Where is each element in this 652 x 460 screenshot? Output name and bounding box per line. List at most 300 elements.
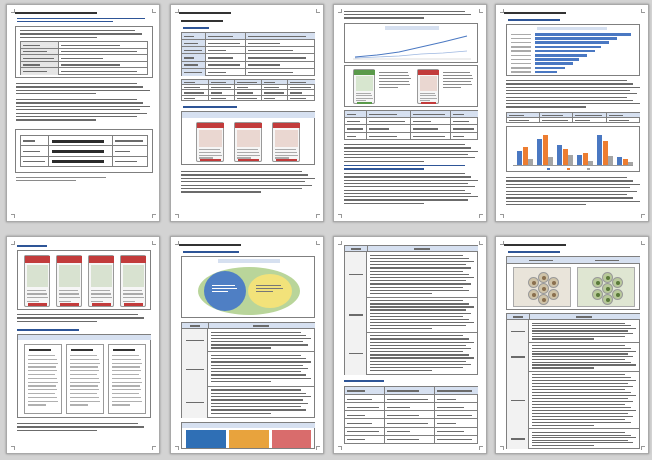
text-line <box>70 389 99 390</box>
text-line <box>184 92 204 93</box>
table-row <box>345 333 478 375</box>
sample-image <box>577 267 635 307</box>
text-line <box>344 165 465 166</box>
phone-screenshot <box>196 122 224 162</box>
sample-dish <box>602 294 613 305</box>
table-cell <box>435 387 478 395</box>
text-line <box>347 128 363 129</box>
text-line <box>511 331 525 332</box>
text-line <box>23 140 35 141</box>
text-line <box>347 399 372 400</box>
text-line <box>28 363 58 364</box>
text-line <box>506 83 633 84</box>
text-line <box>506 90 630 91</box>
document-image <box>24 344 62 414</box>
text-line <box>532 407 631 408</box>
text-line <box>20 30 135 31</box>
text-line <box>349 314 363 315</box>
table-cell <box>113 136 148 146</box>
crop-mark <box>479 446 483 450</box>
text-line <box>532 432 625 433</box>
table-cell <box>451 118 478 125</box>
bar-label <box>511 63 531 64</box>
text-line <box>181 20 223 22</box>
bar <box>535 54 587 57</box>
document-page[interactable] <box>495 236 649 454</box>
text-line <box>181 171 302 172</box>
phone-screenshot <box>234 122 262 162</box>
text-line <box>20 33 142 34</box>
table-cell <box>235 96 262 101</box>
text-line <box>290 92 301 93</box>
illustration <box>186 430 226 448</box>
bar-label <box>511 50 531 51</box>
text-line <box>28 366 56 367</box>
table-row <box>345 252 478 298</box>
crop-mark <box>316 241 320 245</box>
table-row <box>345 298 478 333</box>
text-line <box>17 426 144 427</box>
text-line <box>181 178 315 179</box>
text-line <box>506 93 637 94</box>
text-line <box>248 57 306 58</box>
table-row <box>507 320 640 343</box>
text-line <box>211 98 227 99</box>
text-line <box>575 120 590 121</box>
table-cell <box>367 133 411 140</box>
text-line <box>437 407 464 408</box>
table-cell <box>113 146 148 156</box>
text-line <box>532 377 631 378</box>
text-line <box>506 180 633 181</box>
text-line <box>59 297 80 298</box>
table-cell <box>385 428 435 436</box>
table-cell <box>367 125 411 132</box>
text-line <box>208 50 226 51</box>
table-cell <box>209 96 236 101</box>
text-line <box>511 356 525 357</box>
text-line <box>370 364 471 365</box>
table-row <box>182 329 315 352</box>
text-line <box>506 100 633 101</box>
text-line <box>184 57 194 58</box>
sample-dot <box>606 287 610 291</box>
table-cell <box>246 47 315 54</box>
bar <box>543 135 548 165</box>
crop-mark <box>175 214 179 218</box>
text-line <box>70 359 99 360</box>
text-line <box>112 404 130 405</box>
bar-label <box>511 59 531 60</box>
text-line <box>112 366 140 367</box>
table-cell <box>540 118 573 123</box>
screen-header <box>273 123 300 128</box>
screen-button <box>60 303 79 306</box>
table-cell <box>21 157 49 167</box>
text-line <box>532 437 636 438</box>
table-cell <box>21 49 59 56</box>
diagram-box <box>181 256 315 318</box>
text-line <box>184 64 198 65</box>
text-line <box>16 93 96 94</box>
text-line <box>370 319 469 320</box>
bar <box>535 67 565 70</box>
text-line <box>344 193 471 194</box>
text-line <box>28 389 57 390</box>
text-line <box>70 374 97 375</box>
text-line <box>199 149 220 150</box>
text-line <box>387 407 410 408</box>
text-line <box>184 82 195 83</box>
text-line <box>184 36 194 37</box>
text-line <box>212 291 228 292</box>
text-line <box>370 370 432 371</box>
text-line <box>70 355 97 356</box>
text-line <box>181 181 305 182</box>
text-line <box>370 325 466 326</box>
text-line <box>16 180 76 181</box>
text-line <box>437 423 456 424</box>
text-line <box>16 177 106 178</box>
text-line <box>453 114 464 115</box>
text-line <box>347 423 372 424</box>
text-line <box>17 317 144 318</box>
text-line <box>532 364 636 365</box>
text-line <box>443 84 472 85</box>
screen-header <box>25 256 50 263</box>
document-page[interactable] <box>495 4 649 222</box>
table-cell <box>59 55 148 62</box>
text-line <box>379 72 408 73</box>
text-line <box>17 18 145 19</box>
text-line <box>370 348 471 349</box>
text-line <box>506 103 640 104</box>
text-line <box>532 395 636 396</box>
table-cell <box>182 33 206 40</box>
text-line <box>16 113 147 114</box>
redacted-bar <box>52 150 104 153</box>
text-line <box>344 186 475 187</box>
text-line <box>532 413 628 414</box>
text-line <box>59 293 79 294</box>
text-line <box>347 121 360 122</box>
table-cell <box>206 47 246 54</box>
text-line <box>70 363 100 364</box>
text-line <box>506 201 640 202</box>
redacted-bar <box>52 160 104 163</box>
text-line <box>123 297 144 298</box>
table-cell <box>435 428 478 436</box>
text-line <box>575 115 601 116</box>
text-line <box>91 297 112 298</box>
graph-line <box>355 36 467 57</box>
text-line <box>344 144 465 145</box>
text-line <box>91 290 110 291</box>
text-line <box>16 109 140 110</box>
bar <box>535 33 631 36</box>
sample-dish <box>528 289 539 300</box>
text-line <box>112 401 142 402</box>
text-line <box>370 293 432 294</box>
table-cell <box>345 118 367 125</box>
sample-dot <box>552 281 556 285</box>
table-cell <box>385 387 435 395</box>
table <box>344 386 478 444</box>
line-graph <box>349 31 475 61</box>
chart-axis <box>513 165 633 166</box>
table-cell <box>206 40 246 47</box>
text-line <box>370 361 466 362</box>
text-line <box>387 415 419 416</box>
screen-image <box>123 265 144 287</box>
text-line <box>275 149 296 150</box>
text-line <box>29 349 51 351</box>
text-line <box>211 361 311 362</box>
phone-screenshot <box>272 122 300 162</box>
text-line <box>112 397 141 398</box>
table-cell <box>21 62 59 69</box>
text-line <box>112 374 139 375</box>
text-line <box>344 11 465 12</box>
text-line <box>532 410 636 411</box>
text-line <box>344 168 424 169</box>
screen-image <box>237 130 260 147</box>
screen-image <box>27 265 48 287</box>
text-line <box>27 297 48 298</box>
bar <box>535 37 617 40</box>
strip-header <box>182 423 315 428</box>
text-line <box>344 147 471 148</box>
phone-screenshot <box>120 255 146 307</box>
bar-label <box>511 67 531 68</box>
crop-mark <box>500 214 504 218</box>
sample-dish <box>538 283 549 294</box>
text-line <box>379 81 409 82</box>
text-line <box>344 183 468 184</box>
sample-dot <box>532 281 536 285</box>
text-line <box>211 396 311 397</box>
text-line <box>344 199 468 200</box>
bar <box>535 50 595 53</box>
text-line <box>344 161 424 162</box>
text-line <box>248 36 306 37</box>
crop-mark <box>641 241 645 245</box>
bar <box>523 147 528 165</box>
phone-screenshot <box>353 69 375 104</box>
text-line <box>413 128 438 129</box>
bar <box>557 145 562 165</box>
table-row <box>182 387 315 418</box>
text-line <box>532 442 633 443</box>
text-line <box>506 191 637 192</box>
heading-line <box>179 244 241 246</box>
text-line <box>17 430 97 431</box>
text-line <box>186 340 204 341</box>
table-cell <box>435 411 478 419</box>
text-line <box>443 72 470 73</box>
text-line <box>184 87 200 88</box>
legend-swatch <box>587 168 590 170</box>
document-page[interactable] <box>6 4 160 222</box>
box-header <box>385 26 439 30</box>
text-line <box>211 399 303 400</box>
screen-button <box>276 159 297 161</box>
text-line <box>237 92 253 93</box>
sample-dot <box>532 293 536 297</box>
text-line <box>576 316 592 317</box>
text-line <box>370 367 463 368</box>
text-line <box>370 300 463 301</box>
bar <box>617 157 622 165</box>
document-page[interactable] <box>333 236 487 454</box>
text-line <box>211 365 303 366</box>
image-box <box>344 65 478 107</box>
document-page[interactable] <box>333 4 487 222</box>
table-cell <box>607 118 640 123</box>
text-line <box>437 415 472 416</box>
document-page[interactable] <box>6 236 160 454</box>
text-line <box>208 72 226 73</box>
table-cell <box>182 40 206 47</box>
section-label <box>183 27 209 29</box>
screen-button <box>238 159 259 161</box>
text-line <box>70 382 100 383</box>
legend-swatch <box>547 168 550 170</box>
text-line <box>115 161 137 162</box>
sample-dish <box>602 272 613 283</box>
bar-label <box>511 34 531 35</box>
sample-dish <box>592 277 603 288</box>
text-line <box>413 114 445 115</box>
text-line <box>344 17 424 18</box>
screen-header <box>57 256 82 263</box>
table-cell <box>345 111 367 118</box>
text-line <box>70 366 98 367</box>
text-line <box>71 349 93 351</box>
text-line <box>248 50 293 51</box>
text-line <box>387 423 428 424</box>
text-line <box>112 370 141 371</box>
text-line <box>356 98 373 99</box>
text-line <box>344 151 478 152</box>
text-line <box>61 64 120 65</box>
text-line <box>347 136 356 137</box>
legend-swatch <box>567 168 570 170</box>
table-cell <box>182 69 206 76</box>
table-cell <box>411 133 451 140</box>
text-line <box>256 288 283 289</box>
sample-dish <box>602 283 613 294</box>
text-line <box>506 106 586 107</box>
text-line <box>532 356 633 357</box>
text-line <box>370 316 463 317</box>
text-line <box>70 404 88 405</box>
text-line <box>379 78 411 79</box>
text-line <box>70 385 98 386</box>
text-line <box>275 152 297 153</box>
text-line <box>506 97 627 98</box>
text-line <box>453 136 464 137</box>
table-cell <box>182 54 206 61</box>
section-label <box>508 19 560 21</box>
heading-line <box>15 12 97 14</box>
text-line <box>506 194 627 195</box>
text-line <box>28 401 58 402</box>
sample-dish <box>528 277 539 288</box>
document-page[interactable] <box>170 236 324 454</box>
table-cell <box>385 419 435 427</box>
text-line <box>420 95 436 96</box>
text-line <box>184 98 195 99</box>
bar-label <box>511 38 531 39</box>
text-line <box>70 370 99 371</box>
section-label <box>183 106 237 108</box>
text-line <box>211 344 308 345</box>
text-line <box>370 283 471 284</box>
text-line <box>16 102 143 103</box>
text-line <box>511 438 525 439</box>
sample-dot <box>596 281 600 285</box>
document-box <box>17 334 151 418</box>
table-row <box>507 372 640 430</box>
document-image <box>66 344 104 414</box>
text-line <box>211 409 306 410</box>
text-line <box>113 349 135 351</box>
table-cell <box>411 118 451 125</box>
text-line <box>347 390 365 391</box>
text-line <box>91 293 111 294</box>
text-line <box>370 351 463 352</box>
text-line <box>16 83 137 84</box>
table-cell <box>246 33 315 40</box>
text-line <box>532 351 636 352</box>
text-line <box>237 98 257 99</box>
table <box>506 112 640 123</box>
sample-dish <box>592 289 603 300</box>
text-line <box>370 258 469 259</box>
screen-button <box>28 303 47 306</box>
crop-mark <box>479 214 483 218</box>
screenshot-box <box>17 250 151 310</box>
text-line <box>443 78 473 79</box>
text-line <box>253 325 269 326</box>
bar <box>535 71 557 74</box>
screen-header <box>354 70 375 75</box>
section-label <box>17 245 47 247</box>
table-cell <box>345 428 385 436</box>
bar <box>517 151 522 165</box>
text-line <box>370 303 469 304</box>
sample-dish <box>548 277 559 288</box>
text-line <box>532 445 594 446</box>
text-line <box>609 120 629 121</box>
bar <box>548 157 553 165</box>
text-line <box>290 82 306 83</box>
text-line <box>344 180 478 181</box>
text-line <box>123 290 142 291</box>
text-line <box>61 71 137 72</box>
table-cell <box>113 157 148 167</box>
text-line <box>506 204 586 205</box>
text-line <box>347 431 379 432</box>
text-line <box>28 404 46 405</box>
table-cell <box>59 68 148 75</box>
redacted-bar <box>52 140 104 143</box>
document-page[interactable] <box>170 4 324 222</box>
box-header <box>18 335 151 340</box>
compare-header <box>507 257 640 264</box>
screen-image <box>59 265 80 287</box>
